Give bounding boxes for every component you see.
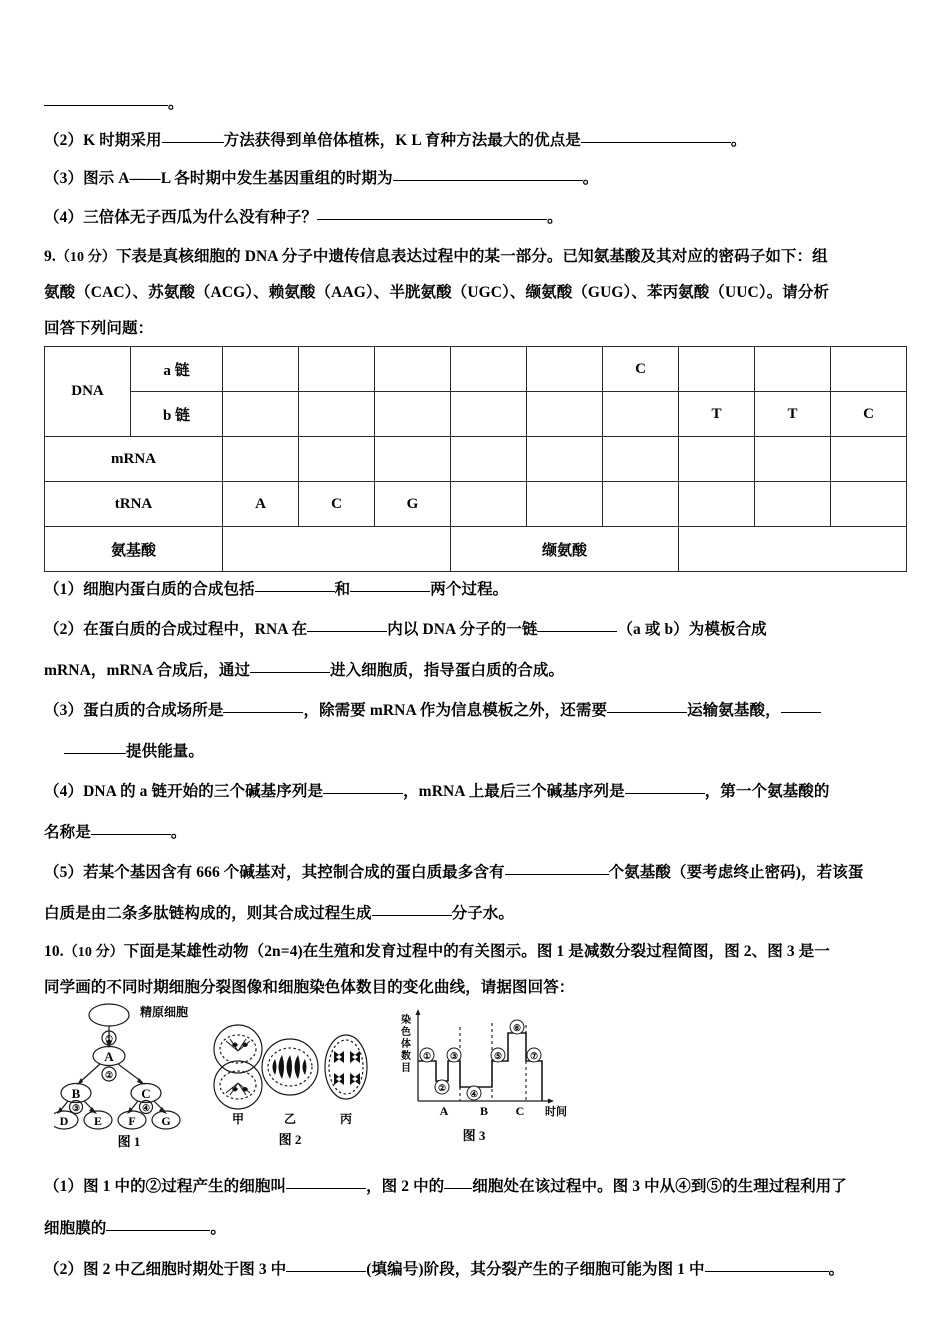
- cell-jia-bottom: [214, 1061, 262, 1109]
- figure-1-title: 精原细胞: [139, 1005, 189, 1019]
- q9-item-2-text-b: 内以 DNA 分子的一链: [387, 620, 538, 638]
- q9-item-2-line-1: [44, 618, 906, 638]
- q9-item-5-line-1: [44, 861, 906, 881]
- q8-item-3-number: （3）: [44, 170, 84, 187]
- answer-blank[interactable]: [307, 618, 387, 632]
- figure-2-svg: [212, 1011, 368, 1131]
- row-label-dna: DNA: [45, 347, 131, 437]
- cell-t7[interactable]: [679, 482, 755, 527]
- q9-item-5-text-b: 个氨基酸（要考虑终止密码)，若该蛋: [608, 863, 864, 881]
- answer-blank[interactable]: [44, 92, 168, 106]
- cell-a3[interactable]: [375, 347, 451, 392]
- cell-b5[interactable]: [527, 392, 603, 437]
- cell-b7[interactable]: T: [679, 392, 755, 437]
- node-label-A: A: [104, 1049, 114, 1064]
- q9-item-4-text-a: DNA 的 a 链开始的三个碱基序列是: [83, 782, 324, 800]
- answer-blank[interactable]: [250, 659, 330, 673]
- cell-b9[interactable]: C: [831, 392, 907, 437]
- figure-1-caption: 图 1: [117, 1134, 141, 1149]
- q9-item-3-line-2: [44, 740, 906, 760]
- q9-stem-text-1: 下表是真核细胞的 DNA 分子中遗传信息表达过程中的某一部分。已知氨基酸及其对应的密码子如下：组: [115, 248, 828, 265]
- q10-item-2-number: （2）: [44, 1261, 84, 1278]
- q10-item-2-text-a: 图 2 中乙细胞时期处于图 3 中: [83, 1261, 287, 1278]
- q9-item-3-text-a: 蛋白质的合成场所是: [83, 701, 224, 719]
- cell-bing: [325, 1035, 367, 1099]
- q9-item-5-text-a: 若某个基因含有 666 个碱基对，其控制合成的蛋白质最多含有: [83, 863, 505, 881]
- cell-b2[interactable]: [299, 392, 375, 437]
- q9-item-3-line-1: [44, 699, 906, 719]
- q8-item-3-text: 图示 A——L 各时期中发生基因重组的时期为: [83, 170, 393, 187]
- cell-label-bing: 丙: [339, 1112, 353, 1126]
- answer-blank[interactable]: [444, 1175, 472, 1189]
- q9-item-3-number: （3）: [44, 701, 84, 719]
- answer-blank[interactable]: [106, 1217, 210, 1231]
- q9-item-5-number: （5）: [44, 863, 84, 881]
- q10-item-1-text-c: 细胞处在该过程中。图 3 中从④到⑤的生理过程利用了: [472, 1178, 847, 1195]
- q10-stem-line-1: [44, 944, 906, 960]
- figure-3-chart: [374, 1005, 574, 1129]
- q9-item-2-text-e: 进入细胞质，指导蛋白质的合成。: [330, 662, 565, 679]
- process-label-3: ③: [71, 1103, 81, 1113]
- node-label-F: F: [128, 1114, 136, 1128]
- node-label-C: C: [141, 1086, 151, 1101]
- q10-item-1-line-2: [44, 1217, 906, 1237]
- q10-stem-line-2: 同学画的不同时期细胞分裂图像和细胞染色体数目的变化曲线，请据图回答：: [44, 978, 575, 996]
- row-label-trna: tRNA: [45, 482, 223, 527]
- q9-score: （10 分）: [55, 250, 116, 265]
- q9-stem-line-2: 氨酸（CAC）、苏氨酸（ACG）、赖氨酸（AAG）、半胱氨酸（UGC）、缬氨酸（GUG）、苯丙氨酸（UUC）。请分析: [44, 284, 830, 301]
- svg-text:染: 染: [401, 1015, 411, 1026]
- figure-group: [44, 1001, 906, 1151]
- node-label-D: D: [59, 1114, 69, 1128]
- q10-item-1-number: （1）: [44, 1178, 84, 1195]
- q10-item-1-text-e: 。: [210, 1219, 227, 1237]
- q8-item-2-text-b: 方法获得到单倍体植株，K L 育种方法最大的优点是: [223, 131, 581, 149]
- q9-item-1-number: （1）: [44, 581, 84, 598]
- q9-stem-line-3: 回答下列问题：: [44, 319, 154, 337]
- answer-blank[interactable]: [607, 699, 687, 713]
- q9-number: 9.: [44, 248, 56, 265]
- figure-2-caption: 图 2: [278, 1132, 302, 1147]
- q8-item-4-text: 三倍体无子西瓜为什么没有种子？: [83, 208, 318, 226]
- answer-blank[interactable]: [393, 167, 583, 181]
- q9-item-4-text-b: ，mRNA 上最后三个碱基序列是: [403, 782, 625, 800]
- spermatogonium-cell: [89, 1004, 129, 1026]
- cell-label-yi: 乙: [283, 1112, 297, 1126]
- y-axis-label: [401, 1013, 411, 1074]
- cell-amino-1[interactable]: [223, 527, 451, 572]
- q9-item-5-text-d: 分子水。: [451, 905, 515, 922]
- x-axis-arrow: [548, 1099, 554, 1104]
- answer-blank[interactable]: [317, 206, 547, 220]
- answer-blank[interactable]: [372, 902, 452, 916]
- row-label-amino-acid: 氨基酸: [45, 527, 223, 572]
- q9-item-3-text-c: 运输氨基酸，: [687, 701, 781, 719]
- cell-a6[interactable]: C: [603, 347, 679, 392]
- cell-amino-3[interactable]: [679, 527, 907, 572]
- cell-a2[interactable]: [299, 347, 375, 392]
- cell-m8[interactable]: [755, 437, 831, 482]
- q8-item-2-text-a: K 时期采用: [83, 131, 162, 149]
- cell-t6[interactable]: [603, 482, 679, 527]
- cell-m7[interactable]: [679, 437, 755, 482]
- segment-label-1: ①: [422, 1051, 432, 1061]
- table-row: [45, 527, 907, 572]
- q8-item-4: [44, 206, 906, 226]
- segment-label-6: ⑥: [512, 1023, 522, 1033]
- x-axis-label: 时间: [545, 1106, 567, 1118]
- q10-item-1-line-1: [44, 1175, 906, 1195]
- cell-t9[interactable]: [831, 482, 907, 527]
- answer-blank[interactable]: [286, 1175, 366, 1189]
- x-tick-C: C: [515, 1104, 525, 1118]
- segment-label-4: ④: [469, 1089, 479, 1099]
- cell-t1[interactable]: A: [223, 482, 299, 527]
- row-sublabel-b-chain: b 链: [131, 392, 223, 437]
- segment-label-2: ②: [437, 1083, 447, 1093]
- answer-blank[interactable]: [255, 578, 335, 592]
- q10-item-2: [44, 1258, 906, 1278]
- cell-a8[interactable]: [755, 347, 831, 392]
- q8-item-3: [44, 167, 906, 187]
- answer-blank[interactable]: [781, 699, 821, 713]
- answer-blank[interactable]: [64, 740, 126, 754]
- cell-m9[interactable]: [831, 437, 907, 482]
- q10-item-2-text-b: (填编号)阶段，其分裂产生的子细胞可能为图 1 中: [366, 1261, 705, 1278]
- q8-item-2-number: （2）: [44, 131, 84, 149]
- cell-jia-top: [214, 1025, 262, 1073]
- answer-blank[interactable]: [537, 618, 617, 632]
- segment-label-3: ③: [449, 1051, 459, 1061]
- q10-item-1-text-a: 图 1 中的②过程产生的细胞叫: [83, 1178, 287, 1195]
- q10-item-1-text-d: 细胞膜的: [44, 1219, 107, 1237]
- answer-blank[interactable]: [162, 129, 224, 143]
- figure-1: [54, 1003, 204, 1150]
- answer-blank[interactable]: [705, 1258, 829, 1272]
- segment-label-7: ⑦: [529, 1051, 539, 1061]
- row-label-mrna: mRNA: [45, 437, 223, 482]
- svg-text:色: 色: [401, 1027, 411, 1038]
- cell-b4[interactable]: [451, 392, 527, 437]
- row-sublabel-a-chain: a 链: [131, 347, 223, 392]
- q10-score: （10 分）: [63, 944, 124, 960]
- svg-text:数: 数: [401, 1051, 411, 1062]
- q9-stem-line-1: [44, 249, 906, 265]
- cell-a9[interactable]: [831, 347, 907, 392]
- genetic-info-table: [44, 346, 907, 572]
- table-row: [45, 437, 907, 482]
- answer-blank[interactable]: [581, 129, 731, 143]
- q10-stem-text-1: 下面是某雄性动物（2n=4)在生殖和发育过程中的有关图示。图 1 是减数分裂过程简图，图 2、图 3 是一: [123, 942, 830, 960]
- answer-blank[interactable]: [505, 861, 609, 875]
- q9-item-4-line-1: [44, 780, 906, 800]
- q8-item-3-period: 。: [582, 170, 599, 187]
- figure-3-caption: 图 3: [462, 1128, 486, 1143]
- answer-blank[interactable]: [91, 821, 171, 835]
- cell-m2[interactable]: [299, 437, 375, 482]
- cell-a7[interactable]: [679, 347, 755, 392]
- q10-number: 10.: [44, 942, 64, 960]
- cell-a1[interactable]: [223, 347, 299, 392]
- figure-2: [212, 1011, 368, 1148]
- q8-item-2-period: 。: [730, 131, 747, 149]
- q9-item-4-text-c: ，第一个氨基酸的: [704, 782, 830, 800]
- cell-b3[interactable]: [375, 392, 451, 437]
- x-tick-B: B: [479, 1104, 489, 1118]
- q9-item-5-text-c: 白质是由二条多肽链构成的，则其合成过程生成: [44, 905, 372, 922]
- answer-blank[interactable]: [323, 780, 403, 794]
- cell-t4[interactable]: [451, 482, 527, 527]
- q9-item-1-text-c: 两个过程。: [430, 581, 509, 598]
- figure-3: [374, 1005, 574, 1144]
- q9-item-3-text-d: 提供能量。: [126, 743, 205, 760]
- cell-b1[interactable]: [223, 392, 299, 437]
- node-label-E: E: [93, 1114, 103, 1128]
- process-label-4: ④: [141, 1103, 151, 1113]
- cell-t3[interactable]: G: [375, 482, 451, 527]
- q9-item-2-text-d: mRNA，mRNA 合成后，通过: [44, 662, 251, 679]
- cell-m6[interactable]: [603, 437, 679, 482]
- y-axis-arrow: [416, 1009, 421, 1015]
- q10-item-1-text-b: ，图 2 中的: [366, 1178, 445, 1195]
- answer-blank[interactable]: [223, 699, 303, 713]
- q9-item-2-text-c: （a 或 b）为模板合成: [617, 620, 767, 638]
- node-label-B: B: [71, 1086, 81, 1101]
- q9-item-4-number: （4）: [44, 782, 84, 800]
- cell-m5[interactable]: [527, 437, 603, 482]
- cell-m4[interactable]: [451, 437, 527, 482]
- node-label-G: G: [161, 1114, 171, 1128]
- q9-item-2-text-a: 在蛋白质的合成过程中，RNA 在: [83, 620, 308, 638]
- cell-a4[interactable]: [451, 347, 527, 392]
- q8-item-4-period: 。: [547, 208, 563, 226]
- q9-item-1-text-a: 细胞内蛋白质的合成包括: [83, 581, 255, 598]
- cell-m3[interactable]: [375, 437, 451, 482]
- q9-item-4-line-2: [44, 821, 906, 841]
- answer-blank[interactable]: [350, 578, 430, 592]
- cell-amino-2[interactable]: 缬氨酸: [451, 527, 679, 572]
- q9-item-2-number: （2）: [44, 620, 84, 638]
- cell-t2[interactable]: C: [299, 482, 375, 527]
- q9-item-2-line-2: [44, 659, 906, 679]
- table-row: [45, 482, 907, 527]
- q8-item-2: [44, 129, 906, 149]
- cell-label-jia: 甲: [231, 1112, 245, 1126]
- q8-trailing-blank: 。: [44, 92, 906, 112]
- document-content: [44, 92, 906, 1278]
- table-row: [45, 347, 907, 392]
- q10-item-2-text-c: 。: [828, 1261, 845, 1278]
- q8-item-4-number: （4）: [44, 208, 84, 226]
- cell-t5[interactable]: [527, 482, 603, 527]
- svg-text:目: 目: [401, 1063, 411, 1074]
- cell-m1[interactable]: [223, 437, 299, 482]
- cell-b8[interactable]: T: [755, 392, 831, 437]
- q9-item-4-text-d: 名称是: [44, 824, 91, 841]
- process-label-1: ①: [104, 1034, 114, 1044]
- table-row: [45, 392, 907, 437]
- q9-item-5-line-2: [44, 902, 906, 922]
- q9-item-3-text-b: ，除需要 mRNA 作为信息模板之外，还需要: [303, 701, 608, 719]
- cell-t8[interactable]: [755, 482, 831, 527]
- answer-blank[interactable]: [286, 1258, 366, 1272]
- q9-item-4-text-e: 。: [170, 824, 187, 841]
- figure-1-svg: [54, 1003, 204, 1131]
- segment-label-5: ⑤: [493, 1051, 503, 1061]
- cell-b6[interactable]: [603, 392, 679, 437]
- q9-item-1: [44, 578, 906, 598]
- q9-item-1-text-b: 和: [334, 581, 351, 598]
- x-tick-A: A: [439, 1104, 449, 1118]
- answer-blank[interactable]: [625, 780, 705, 794]
- cell-a5[interactable]: [527, 347, 603, 392]
- process-label-2: ②: [104, 1070, 114, 1080]
- svg-text:体: 体: [401, 1039, 411, 1050]
